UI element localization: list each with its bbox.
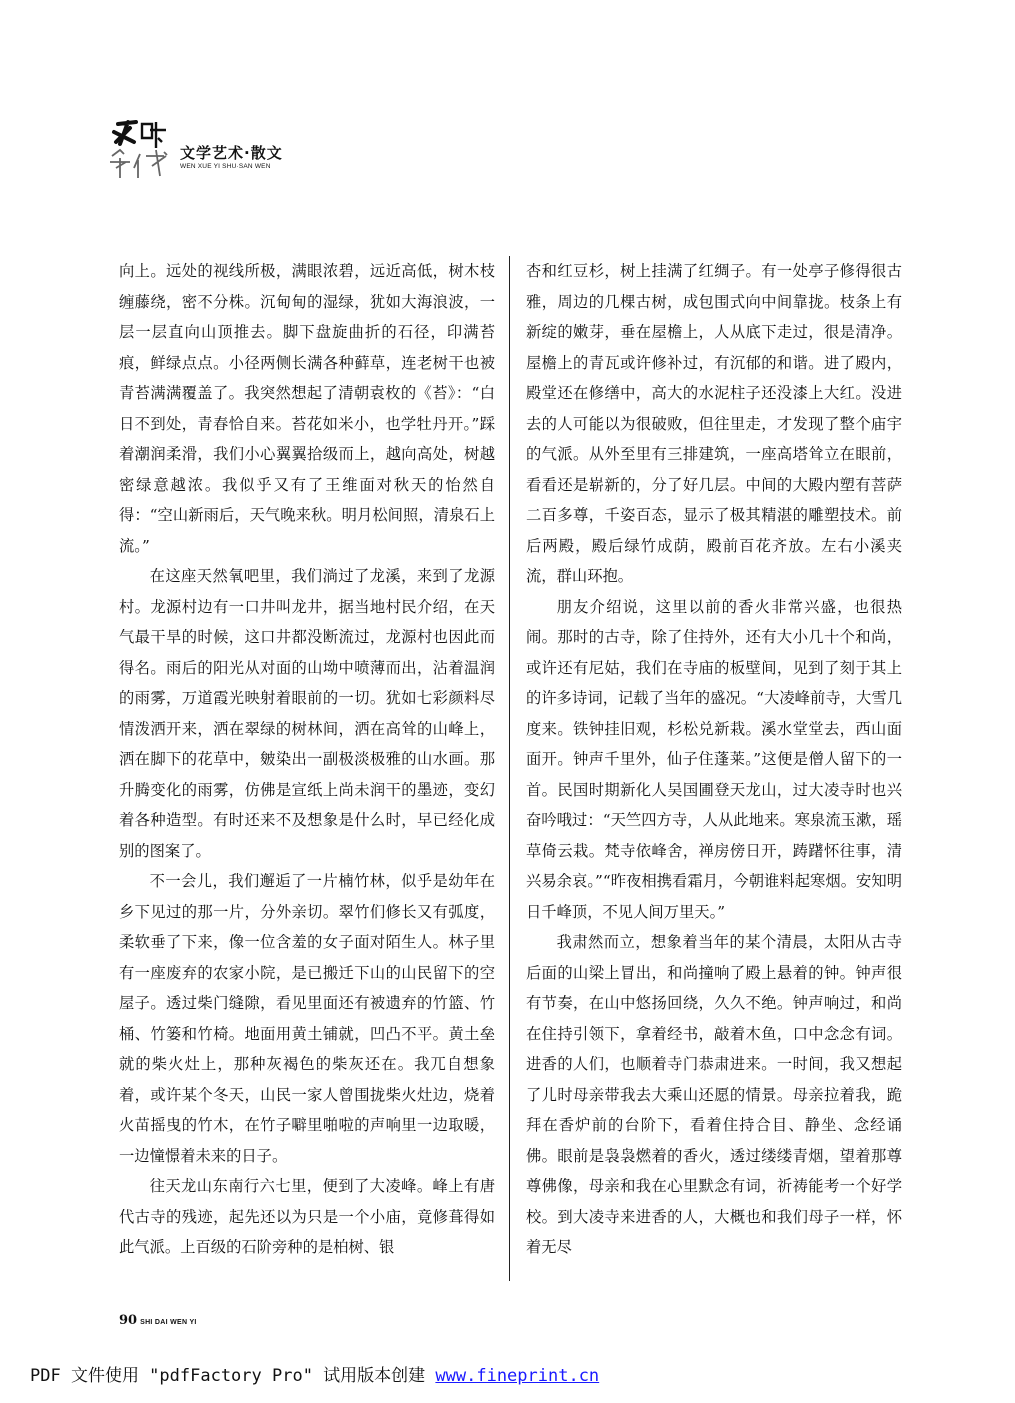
article-column-right (526, 256, 902, 1263)
section-pinyin: WEN XUE YI SHU·SAN WEN (180, 163, 271, 170)
section-header (180, 144, 283, 171)
paragraph: 朋友介绍说，这里以前的香火非常兴盛，也很热闹。那时的古寺，除了住持外，还有大小几十个和尚，或许还有尼姑，我们在寺庙的板壁间，见到了刻于其上的许多诗词，记载了当年的盛况。“大凌峰前寺，大雪几度来。铁钟挂旧观，杉松兑新栽。溪水堂堂去，西山面面开。钟声千里外，仙子住蓬莱。”这便是僧人留下的一首。民国时期新化人吴国圃登天龙山，过大凌寺时也兴奋吟哦过：“天竺四方寺，人从此地来。寒泉流玉漱，瑶草倚云栽。梵寺依峰舍，禅房傍日开，踌躇怀往事，清兴易余哀。”“昨夜相携看霜月，今朝谁料起寒烟。安知明日千峰顶，不见人间万里天。” (526, 597, 902, 921)
paragraph: 不一会儿，我们邂逅了一片楠竹林，似乎是幼年在乡下见过的那一片，分外亲切。翠竹们修长又有弧度，柔软垂了下来，像一位含羞的女子面对陌生人。林子里有一座废弃的农家小院，是已搬迁下山的山民留下的空屋子。透过柴门缝隙，看见里面还有被遗弃的竹篮、竹桶、竹篓和竹椅。地面用黄土铺就，凹凸不平。黄土垒就的柴火灶上，那种灰褐色的柴灰还在。我兀自想象着，或许某个冬天，山民一家人曾围拢柴火灶边，烧着火苗摇曳的竹木，在竹子噼里啪啦的声响里一边取暖，一边憧憬着未来的日子。 (119, 872, 495, 1165)
paragraph: 往天龙山东南行六七里，便到了大凌峰。峰上有唐代古寺的残迹，起先还以为只是一个小庙，竟修葺得如此气派。上百级的石阶旁种的是柏树、银 (119, 1177, 495, 1256)
magazine-name: SHI DAI WEN YI (140, 1319, 197, 1326)
paragraph: 向上。远处的视线所极，满眼浓碧，远近高低，树木枝缠藤绕，密不分株。沉甸甸的湿绿，犹如大海浪波，一层一层直向山顶推去。脚下盘旋曲折的石径，印满苔痕，鲜绿点点。小径两侧长满各种藓草，连老树干也被青苔满满覆盖了。我突然想起了清朝袁枚的《苔》：“白日不到处，青春恰自来。苔花如米小，也学牡丹开。”踩着潮润柔滑，我们小心翼翼拾级而上，越向高处，树越密绿意越浓。我似乎又有了王维面对秋天的怡然自得：“空山新雨后，天气晚来秋。明月松间照，清泉石上流。” (119, 262, 495, 555)
watermark-link[interactable]: www.fineprint.cn (435, 1366, 600, 1386)
page-number: 90 (119, 1313, 138, 1328)
pdf-watermark (30, 1365, 599, 1387)
paragraph: 我肃然而立，想象着当年的某个清晨，太阳从古寺后面的山梁上冒出，和尚撞响了殿上悬着的钟。钟声很有节奏，在山中悠扬回绕，久久不绝。钟声响过，和尚在住持引领下，拿着经书，敲着木鱼，口中念念有词。进香的人们，也顺着寺门恭肃进来。一时间，我又想起了儿时母亲带我去大乘山还愿的情景。母亲拉着我，跪拜在香炉前的台阶下，看着住持合目、静坐、念经诵佛。眼前是袅袅燃着的香火，透过缕缕青烟，望着那尊尊佛像，母亲和我在心里默念有词，祈祷能考一个好学校。到大凌寺来进香的人，大概也和我们母子一样，怀着无尽 (526, 933, 902, 1256)
watermark-text: PDF 文件使用 "pdfFactory Pro" 试用版本创建 (30, 1366, 436, 1386)
logo-calligraphy-icon (106, 118, 178, 180)
paragraph: 杏和红豆杉，树上挂满了红绸子。有一处亭子修得很古雅，周边的几棵古树，成包围式向中间靠拢。枝条上有新绽的嫩芽，垂在屋檐上，人从底下走过，很是清净。屋檐上的青瓦或许修补过，有沉郁的和谐。进了殿内，殿堂还在修缮中，高大的水泥柱子还没漆上大红。没进去的人可能以为很破败，但往里走，才发现了整个庙宇的气派。从外至里有三排建筑，一座高塔耸立在眼前，看看还是崭新的，分了好几层。中间的大殿内塑有菩萨二百多尊，千姿百态，显示了极其精湛的雕塑技术。前后两殿，殿后绿竹成荫，殿前百花齐放。左右小溪夹流，群山环抱。 (526, 262, 902, 585)
column-divider (509, 256, 510, 1281)
page-footer (119, 1313, 197, 1331)
section-title: 文学艺术·散文 (180, 144, 283, 162)
magazine-logo (106, 118, 178, 180)
article-column-left (119, 256, 495, 1263)
paragraph: 在这座天然氧吧里，我们淌过了龙溪，来到了龙源村。龙源村边有一口井叫龙井，据当地村民介绍，在天气最干旱的时候，这口井都没断流过，龙源村也因此而得名。雨后的阳光从对面的山坳中喷薄而出，沾着温润的雨雾，万道霞光映射着眼前的一切。犹如七彩颜料尽情泼洒开来，洒在翠绿的树林间，洒在高耸的山峰上，洒在脚下的花草中，皴染出一副极淡极雅的山水画。那升腾变化的雨雾，仿佛是宣纸上尚未润干的墨迹，变幻着各种造型。有时还来不及想象是什么时，早已经化成别的图案了。 (119, 567, 495, 860)
